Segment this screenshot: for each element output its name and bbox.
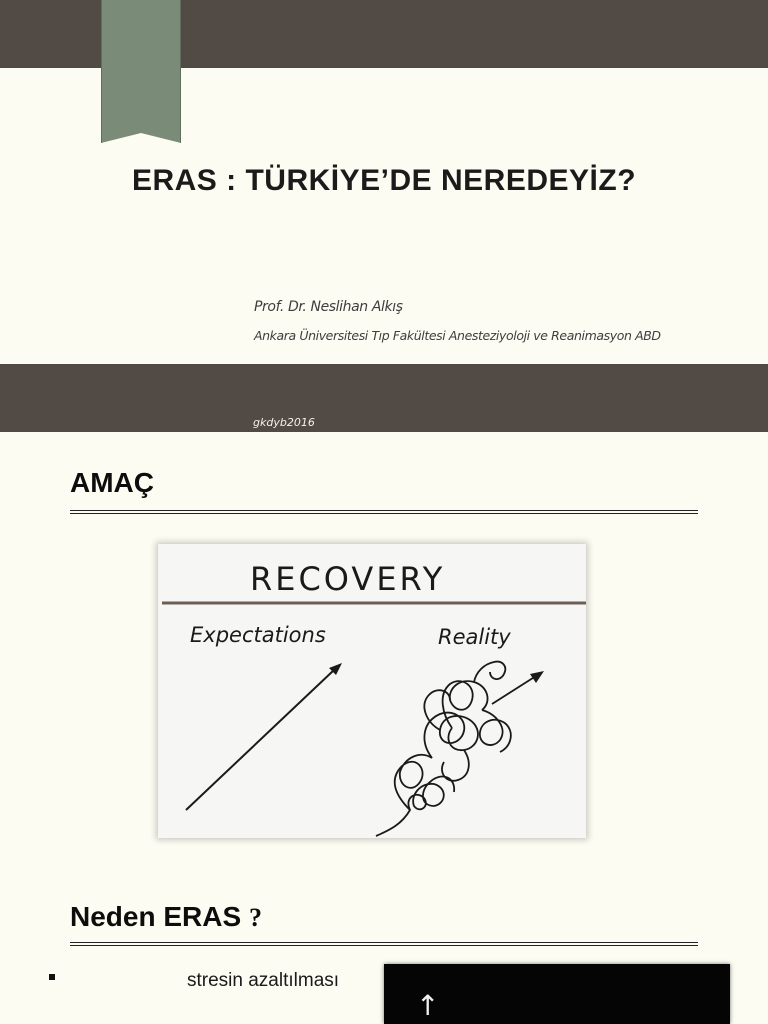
bookmark-ribbon xyxy=(101,0,181,143)
dark-media-panel xyxy=(384,964,730,1024)
heading-divider xyxy=(70,942,698,946)
recovery-sketch-image xyxy=(158,544,586,838)
sketch-expectations-label: Expectations xyxy=(190,623,326,647)
up-arrow-icon: ↑ xyxy=(416,989,440,1022)
neden-eras-heading-suffix: ? xyxy=(248,903,262,932)
neden-eras-heading-text: Neden ERAS xyxy=(70,901,242,932)
bullet-item: stresin azaltılması xyxy=(187,970,340,991)
recovery-sketch-drawing xyxy=(158,544,586,838)
amac-heading: AMAÇ xyxy=(70,467,154,498)
sketch-reality-label: Reality xyxy=(438,625,511,649)
reality-arrow-head xyxy=(530,671,544,683)
neden-eras-heading xyxy=(70,901,262,933)
footer-tag: gkdyb2016 xyxy=(253,416,315,429)
bottom-footer-band xyxy=(0,364,768,432)
heading-divider xyxy=(70,510,698,514)
author-affiliation: Ankara Üniversitesi Tıp Fakültesi Anesteziyoloji ve Reanimasyon ABD xyxy=(254,328,661,343)
expectations-arrow xyxy=(186,663,342,810)
reality-tangled-arrow xyxy=(376,662,536,836)
slide-title: ERAS : TÜRKİYE’DE NEREDEYİZ? xyxy=(131,164,637,197)
bullet-marker xyxy=(49,974,55,980)
author-name: Prof. Dr. Neslihan Alkış xyxy=(254,299,403,315)
sketch-title: RECOVERY xyxy=(250,560,446,598)
